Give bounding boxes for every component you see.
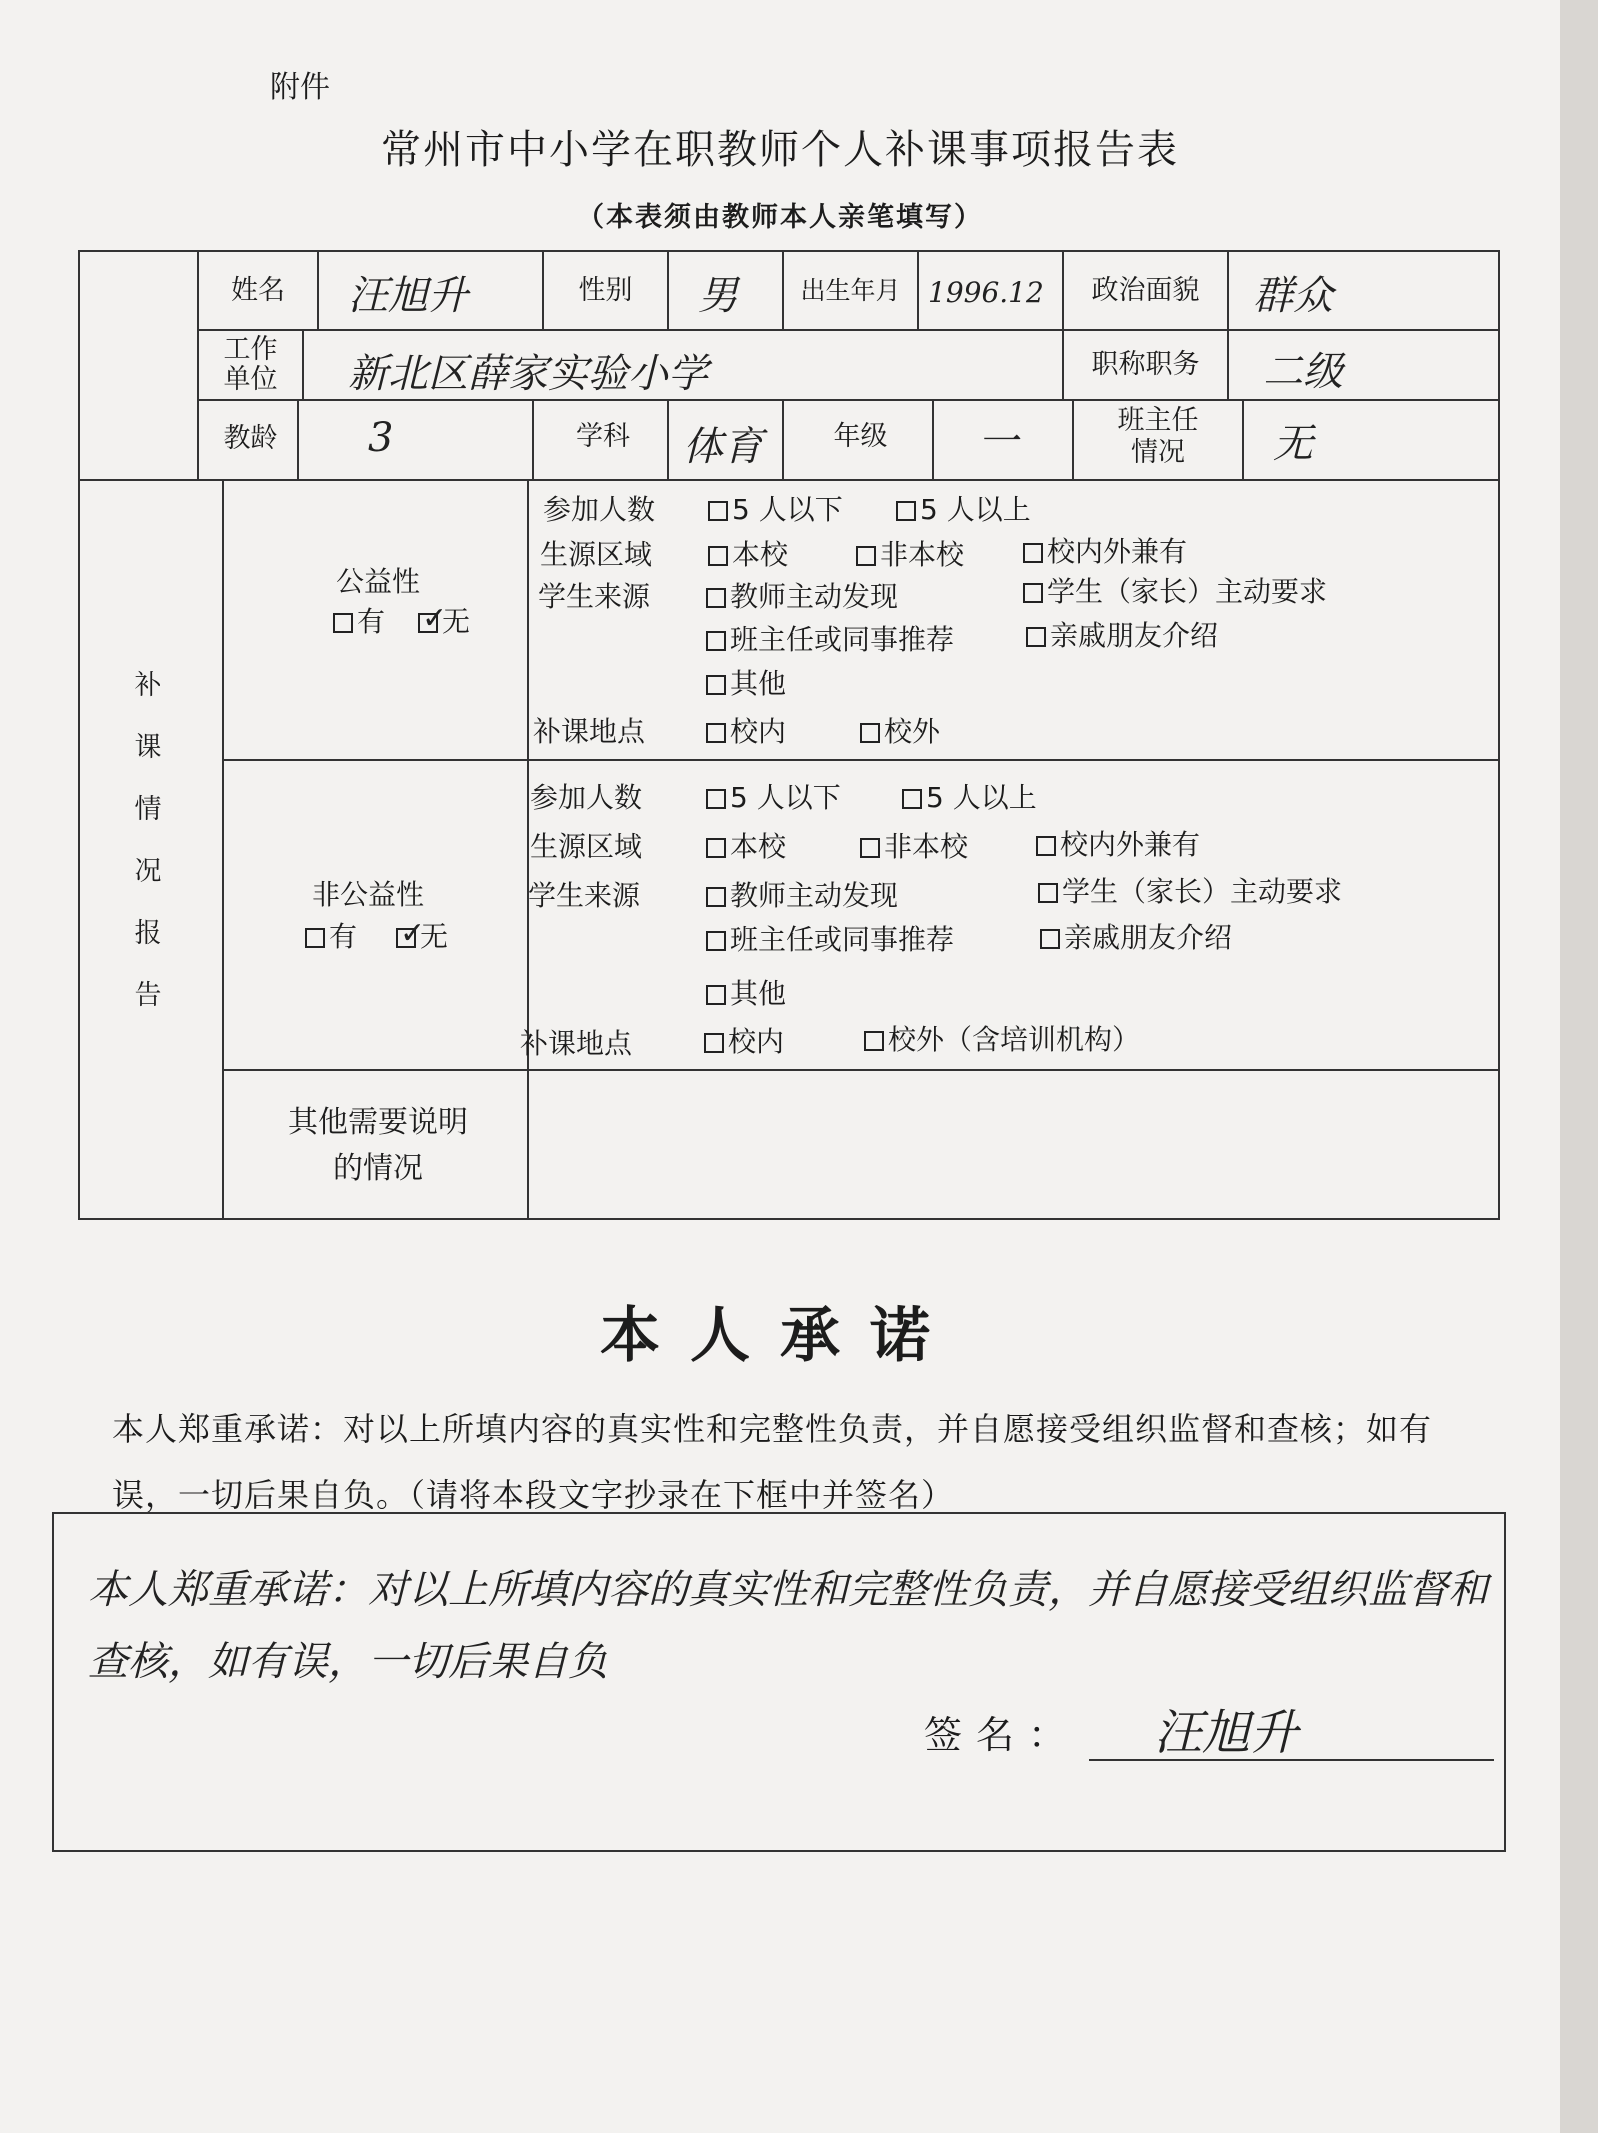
public-place-option-1[interactable]: 校内 (706, 710, 786, 750)
nonpublic-source-option-5[interactable]: 其他 (706, 972, 786, 1012)
nonpublic-none-option[interactable]: ✓ 无 (396, 915, 448, 955)
nonpublic-has-option[interactable]: 有 (305, 915, 357, 955)
title-value: 二级 (1263, 349, 1343, 395)
years-value: 3 (368, 415, 394, 461)
public-region-label: 生源区域 (540, 538, 653, 571)
birth-value: 1996.12 (928, 276, 1044, 309)
report-form-table (78, 250, 1500, 1220)
nonpublic-participants-option-1[interactable]: 5 人以下 (706, 776, 841, 816)
signature-value: 汪旭升 (1154, 1705, 1299, 1761)
nonpublic-title: 非公益性 (311, 878, 424, 911)
nonpublic-region-option-1[interactable]: 本校 (706, 825, 786, 865)
subject-value: 体育 (683, 424, 763, 470)
public-source-option-4[interactable]: 亲戚朋友介绍 (1026, 614, 1218, 654)
politics-value: 群众 (1253, 273, 1333, 319)
nonpublic-participants-label: 参加人数 (530, 781, 643, 814)
public-region-option-3[interactable]: 校内外兼有 (1023, 530, 1187, 570)
grade-label: 年级 (833, 421, 888, 452)
public-region-option-1[interactable]: 本校 (708, 533, 788, 573)
grade-value: 一 (978, 419, 1018, 465)
form-subtitle: （本表须由教师本人亲笔填写） (577, 202, 983, 233)
politics-label: 政治面貌 (1091, 275, 1200, 306)
public-title: 公益性 (335, 565, 420, 598)
nonpublic-place-option-1[interactable]: 校内 (704, 1020, 784, 1060)
birth-label: 出生年月 (800, 276, 901, 305)
name-value: 汪旭升 (348, 273, 468, 319)
subject-label: 学科 (576, 421, 630, 452)
other-label: 其他需要说明 的情况 (288, 1105, 468, 1186)
nonpublic-region-label: 生源区域 (530, 830, 643, 863)
public-participants-label: 参加人数 (543, 493, 656, 526)
attachment-label: 附件 (270, 70, 330, 105)
nonpublic-place-label: 补课地点 (520, 1027, 633, 1060)
nonpublic-source-option-3[interactable]: 班主任或同事推荐 (706, 918, 954, 958)
public-none-option[interactable]: ✓ 无 (418, 600, 470, 640)
public-participants-option-1[interactable]: 5 人以下 (708, 488, 843, 528)
nonpublic-source-option-2[interactable]: 学生（家长）主动要求 (1038, 870, 1342, 910)
pledge-instruction-text: 本人郑重承诺：对以上所填内容的真实性和完整性负责，并自愿接受组织监督和查核；如有误，一切后果自负。（请将本段文字抄录在下框中并签名） (112, 1410, 1433, 1514)
public-has-option[interactable]: 有 (333, 600, 385, 640)
nonpublic-region-option-3[interactable]: 校内外兼有 (1036, 823, 1200, 863)
pledge-heading: 本人承诺 (600, 1301, 960, 1371)
form-title: 常州市中小学在职教师个人补课事项报告表 (381, 127, 1179, 173)
nonpublic-source-option-1[interactable]: 教师主动发现 (706, 874, 898, 914)
nonpublic-region-option-2[interactable]: 非本校 (860, 825, 968, 865)
section-label: 补 课 情 况 报 告 (134, 670, 162, 1011)
public-source-option-2[interactable]: 学生（家长）主动要求 (1023, 570, 1327, 610)
nonpublic-participants-option-2[interactable]: 5 人以上 (902, 776, 1037, 816)
head-teacher-label: 班主任 情况 (1117, 405, 1199, 468)
nonpublic-place-option-2[interactable]: 校外（含培训机构） (864, 1018, 1140, 1058)
public-participants-option-2[interactable]: 5 人以上 (896, 488, 1031, 528)
public-place-option-2[interactable]: 校外 (860, 710, 940, 750)
signature-label: 签名： (924, 1713, 1081, 1757)
gender-value: 男 (698, 273, 738, 319)
public-source-label: 学生来源 (538, 580, 651, 613)
work-unit-value: 新北区薛家实验小学 (348, 351, 708, 397)
public-source-option-1[interactable]: 教师主动发现 (706, 575, 898, 615)
public-source-option-3[interactable]: 班主任或同事推荐 (706, 618, 954, 658)
name-label: 姓名 (231, 275, 285, 306)
title-label: 职称职务 (1091, 349, 1200, 380)
years-label: 教龄 (223, 423, 278, 454)
public-source-option-5[interactable]: 其他 (706, 662, 786, 702)
public-place-label: 补课地点 (533, 715, 646, 748)
work-unit-label: 工作 单位 (223, 334, 278, 395)
nonpublic-source-label: 学生来源 (528, 879, 641, 912)
public-region-option-2[interactable]: 非本校 (856, 533, 964, 573)
nonpublic-source-option-4[interactable]: 亲戚朋友介绍 (1040, 916, 1232, 956)
gender-label: 性别 (578, 275, 633, 306)
head-teacher-value: 无 (1273, 421, 1313, 467)
pledge-handwritten-text: 本人郑重承诺：对以上所填内容的真实性和完整性负责，并自愿接受组织监督和查核，如有误，一切后果自负 (88, 1567, 1488, 1685)
pledge-handwritten-box (52, 1512, 1506, 1852)
